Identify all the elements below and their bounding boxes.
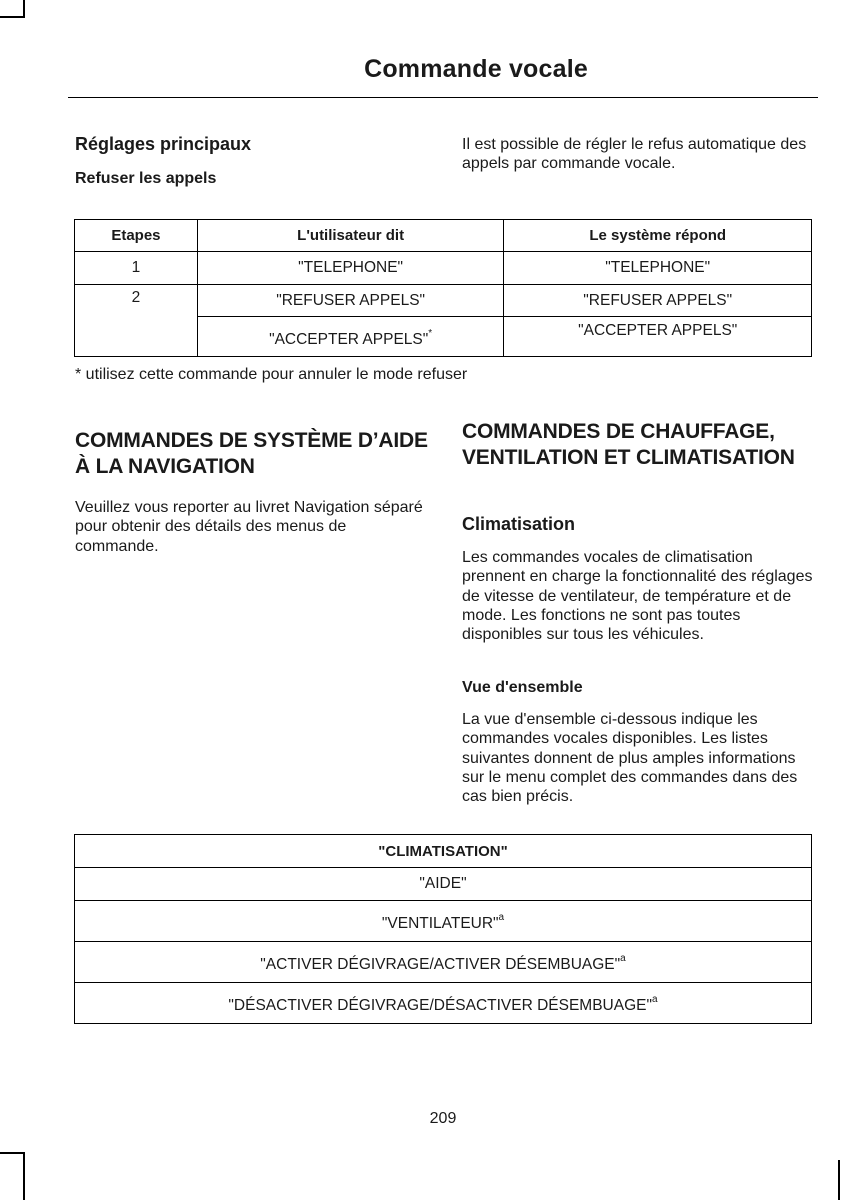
climate-command-cell [75, 942, 812, 983]
climate-description-text: Les commandes vocales de climatisation prennent en charge la fonctionnalité des réglages de vitesse de ventilateur, de température et de mode. Les fonctions ne sont pas toutes disponibles sur tous les véhicules. [462, 549, 813, 644]
climate-command-cell [75, 868, 812, 901]
climate-command-text: "AIDE" [419, 875, 467, 892]
table-row [75, 285, 812, 317]
table-row [75, 942, 812, 983]
table-cell-system: "TELEPHONE" [504, 252, 812, 285]
header-divider [68, 97, 818, 98]
climate-commands-table [74, 834, 812, 1024]
footnote-marker: a [652, 993, 658, 1005]
table-row [75, 252, 812, 285]
climate-command-text: "DÉSACTIVER DÉGIVRAGE/DÉSACTIVER DÉSEMBUAGE" [228, 996, 652, 1014]
table-cell-system: "REFUSER APPELS" [504, 285, 812, 317]
table-header-system-replies: Le système répond [504, 220, 812, 252]
climate-table-header: "CLIMATISATION" [75, 835, 812, 868]
crop-mark-bottom-left-vertical [23, 1152, 25, 1200]
table-cell-step: 2 [75, 285, 198, 357]
nav-section-text: Veuillez vous reporter au livret Navigation séparé pour obtenir des détails des menus de commande. [75, 499, 423, 555]
climate-command-text: "ACTIVER DÉGIVRAGE/ACTIVER DÉSEMBUAGE" [260, 955, 621, 973]
footnote-marker: * [428, 327, 433, 339]
overview-text: La vue d'ensemble ci-dessous indique les commandes vocales disponibles. Les listes suivantes donnent de plus amples informations sur le menu complet des commandes dans des cas bien précis. [462, 711, 798, 806]
page-title: Commande vocale [364, 55, 588, 83]
page-number: 209 [429, 1110, 457, 1127]
subheading-refuse-calls: Refuser les appels [75, 170, 217, 187]
table-row [75, 901, 812, 942]
crop-mark-bottom-left-horizontal [0, 1152, 25, 1154]
footnote-marker: a [620, 952, 626, 964]
footnote-marker: a [498, 911, 505, 923]
crop-mark-top-left-horizontal [0, 16, 25, 18]
refuse-calls-intro-text: Il est possible de régler le refus automatique des appels par commande vocale. [462, 136, 807, 173]
table-cell-user: "TELEPHONE" [197, 252, 504, 285]
nav-section-heading: COMMANDES DE SYSTÈME D’AIDE À LA NAVIGATION [75, 429, 428, 478]
table-cell-user [197, 317, 504, 357]
table-row [75, 868, 812, 901]
table-row [75, 983, 812, 1024]
refuse-calls-table [74, 219, 812, 357]
table-footnote: * utilisez cette commande pour annuler le mode refuser [75, 366, 468, 383]
table-cell-step: 1 [75, 252, 198, 285]
table-cell-user: "REFUSER APPELS" [197, 285, 504, 317]
table-cell-user-text: "ACCEPTER APPELS" [269, 330, 429, 348]
table-header-steps: Etapes [75, 220, 198, 252]
section-heading-main-settings: Réglages principaux [75, 134, 252, 154]
climate-command-cell [75, 901, 812, 942]
subheading-overview: Vue d'ensemble [462, 679, 583, 696]
crop-mark-top-left-vertical [23, 0, 25, 16]
climate-section-heading: COMMANDES DE CHAUFFAGE, VENTILATION ET CLIMATISATION [462, 420, 795, 469]
climate-command-text: "VENTILATEUR" [381, 914, 499, 932]
climate-command-cell [75, 983, 812, 1024]
subheading-climatisation: Climatisation [462, 514, 576, 534]
crop-mark-bottom-right-vertical [838, 1160, 840, 1200]
table-header-user-says: L'utilisateur dit [197, 220, 504, 252]
table-cell-system: "ACCEPTER APPELS" [504, 317, 812, 357]
